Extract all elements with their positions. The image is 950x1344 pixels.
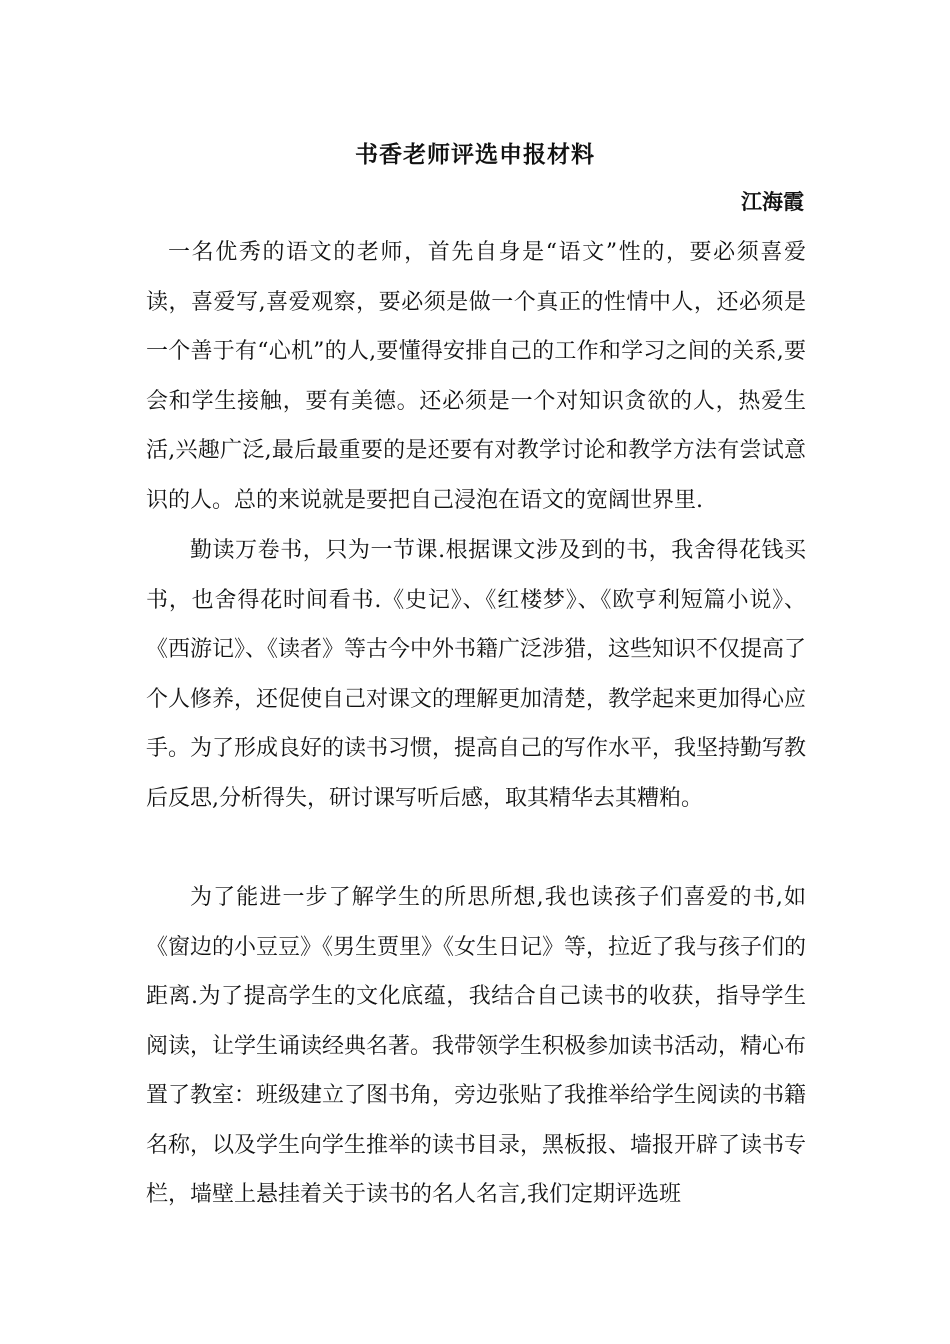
paragraph-1: 一名优秀的语文的老师，首先自身是“语文”性的，要必须喜爱读，喜爱写,喜爱观察，要必须是做一个真正的性情中人，还必须是一个善于有“心机”的人,要懂得安排自己的工作和学习之间的关系,要会和学生接触，要有美德。还必须是一个对知识贪欲的人，热爱生活,兴趣广泛,最后最重要的是还要有对教学讨论和教学方法有尝试意识的人。总的来说就是要把自己浸泡在语文的宽阔世界里. (146, 240, 806, 513)
author-name: 江海霞 (741, 190, 804, 214)
paragraph-2: 勤读万卷书，只为一节课.根据课文涉及到的书，我舍得花钱买书，也舍得花时间看书.《史记》、《红楼梦》、《欧亨利短篇小说》、《西游记》、《读者》等古今中外书籍广泛涉猎，这些知识不仅提高了个人修养，还促使自己对课文的理解更加清楚，教学起来更加得心应手。为了形成良好的读书习惯，提高自己的写作水平，我坚持勤写教后反思,分析得失，研讨课写听后感，取其精华去其糟粕。 (146, 538, 807, 811)
document-title: 书香老师评选申报材料 (355, 142, 595, 168)
paragraph-3: 为了能进一步了解学生的所思所想,我也读孩子们喜爱的书,如《窗边的小豆豆》《男生贾里》《女生日记》等，拉近了我与孩子们的距离.为了提高学生的文化底蕴，我结合自己读书的收获，指导学生阅读，让学生诵读经典名著。我带领学生积极参加读书活动，精心布置了教室：班级建立了图书角，旁边张贴了我推举给学生阅读的书籍名称，以及学生向学生推举的读书目录，黑板报、墙报开辟了读书专栏，墙壁上悬挂着关于读书的名人名言,我们定期评选班 (146, 885, 807, 1207)
